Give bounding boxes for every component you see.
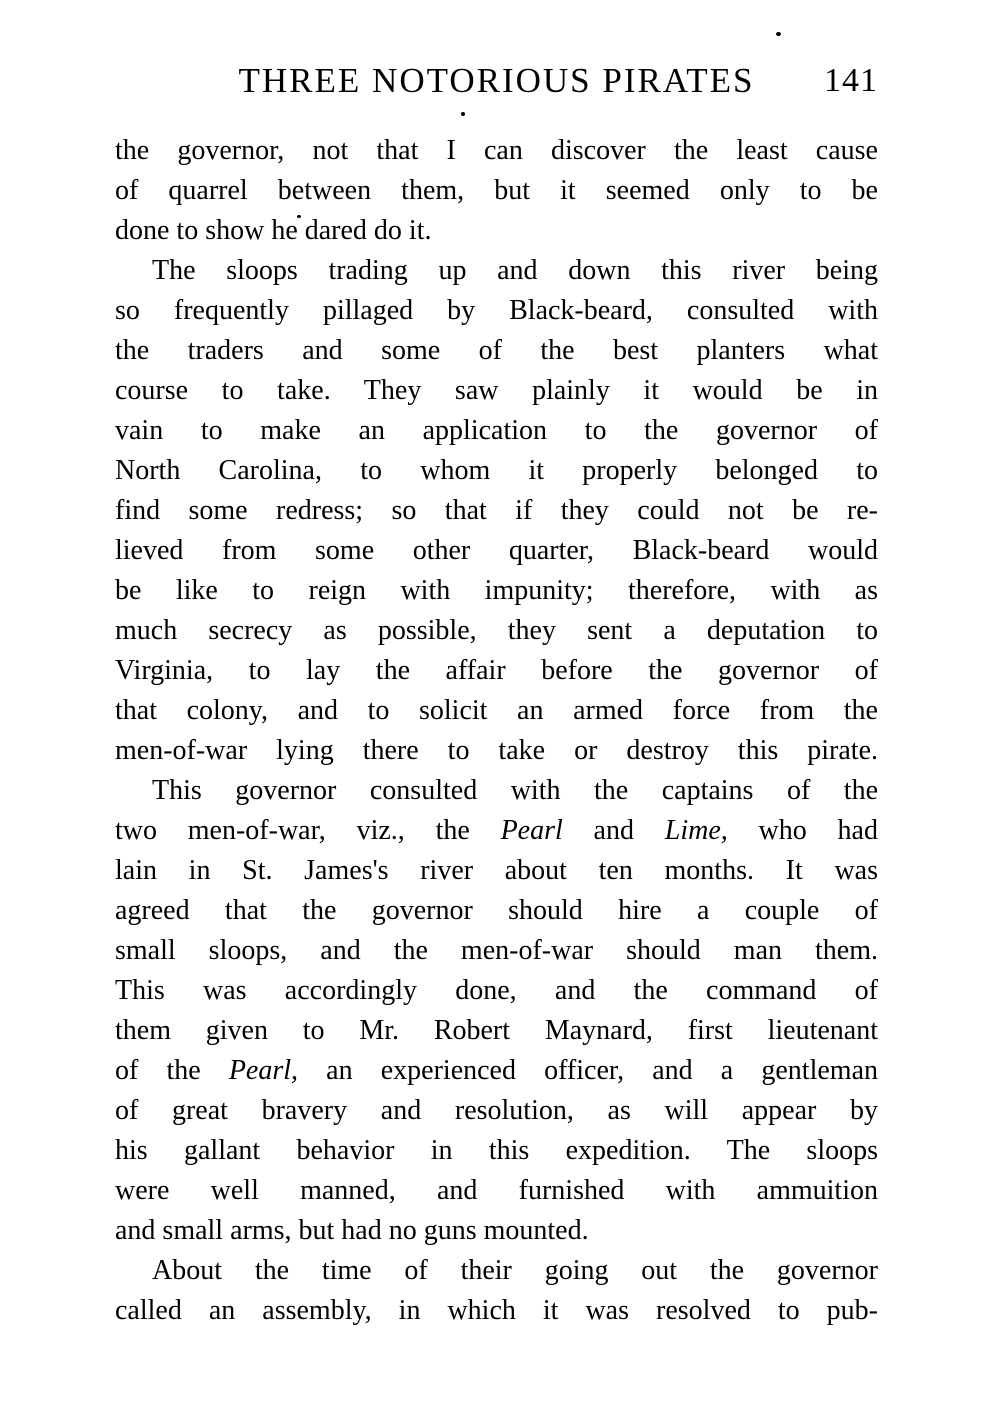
running-head <box>115 60 878 102</box>
text-line: About the time of their going out the governor <box>152 1255 878 1286</box>
page-title: THREE NOTORIOUS PIRATES <box>238 61 755 100</box>
text-line: his gallant behavior in this expedition. The sloops <box>115 1135 878 1166</box>
text-line: be like to reign with impunity; therefore, with as <box>115 575 878 606</box>
text-line: done to show he dared do it. <box>115 215 432 246</box>
text-line: two men-of-war, viz., the Pearl and Lime, who had <box>115 815 878 846</box>
text-line: lain in St. James's river about ten months. It was <box>115 855 878 886</box>
paragraph <box>115 131 878 251</box>
text-line: were well manned, and furnished with ammuition <box>115 1175 878 1206</box>
paragraph <box>115 1251 878 1331</box>
text-line: them given to Mr. Robert Maynard, first lieutenant <box>115 1015 878 1046</box>
text-line: This was accordingly done, and the command of <box>115 975 878 1006</box>
page-number: 141 <box>824 62 878 99</box>
text-line: vain to make an application to the governor of <box>115 415 878 446</box>
text-line: The sloops trading up and down this river being <box>152 255 878 286</box>
paragraph <box>115 771 878 1251</box>
text-line: and small arms, but had no guns mounted. <box>115 1215 589 1246</box>
text-line: the traders and some of the best planters what <box>115 335 878 366</box>
text-column <box>115 60 878 1331</box>
page-body <box>115 131 878 1331</box>
text-line: called an assembly, in which it was resolved to pub- <box>115 1295 878 1326</box>
text-line: North Carolina, to whom it properly belonged to <box>115 455 878 486</box>
text-line: find some redress; so that if they could not be re- <box>115 495 878 526</box>
text-line: of quarrel between them, but it seemed only to be <box>115 175 878 206</box>
text-line: the governor, not that I can discover the least cause <box>115 135 878 166</box>
text-line: agreed that the governor should hire a couple of <box>115 895 878 926</box>
text-line: Virginia, to lay the affair before the governor of <box>115 655 878 686</box>
text-line: of the Pearl, an experienced officer, and a gentleman <box>115 1055 878 1086</box>
text-line: This governor consulted with the captains of the <box>152 775 878 806</box>
text-line: men-of-war lying there to take or destroy this pirate. <box>115 735 878 766</box>
text-line: lieved from some other quarter, Black-beard would <box>115 535 878 566</box>
text-line: of great bravery and resolution, as will appear by <box>115 1095 878 1126</box>
text-line: small sloops, and the men-of-war should man them. <box>115 935 878 966</box>
scan-speck <box>776 32 781 36</box>
paragraph <box>115 251 878 771</box>
text-line: so frequently pillaged by Black-beard, consulted with <box>115 295 878 326</box>
text-line: much secrecy as possible, they sent a deputation to <box>115 615 878 646</box>
text-line: that colony, and to solicit an armed force from the <box>115 695 878 726</box>
text-line: course to take. They saw plainly it would be in <box>115 375 878 406</box>
